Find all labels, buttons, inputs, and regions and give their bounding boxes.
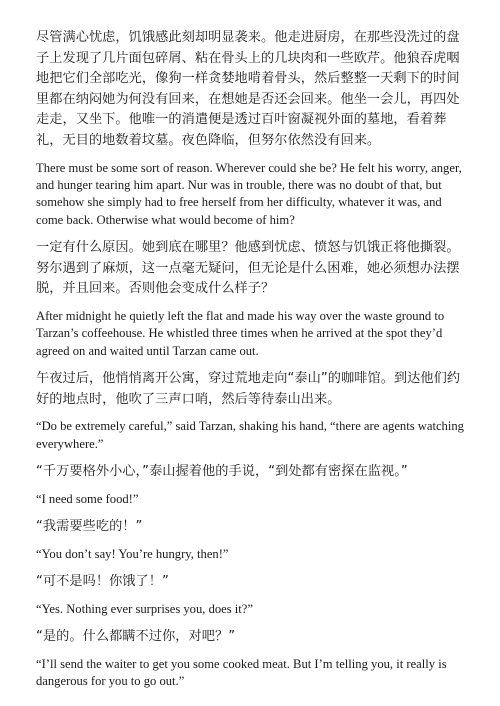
document-page: [36, 28, 472, 700]
paragraph-en-7: “I’ll send the waiter to get you some cooked meat. But I’m telling you, it really is dangerous for you to go out.”: [36, 656, 447, 689]
paragraph-zh-5: “我需要些吃的！”: [36, 519, 143, 535]
paragraph-zh-6: “可不是吗！你饿了！”: [36, 574, 169, 590]
paragraph-zh-1: 尽管满心忧虑，饥饿感此刻却明显袭来。他走进厨房，在那些没洗过的盘子上发现了几片面包碎屑、粘在骨头上的几块肉和一些欧芹。他狼吞虎咽地把它们全部吃光，像狗一样贪婪地啃着骨头，然后整整一天剩下的时间里都在纳闷她为何没有回来，在想她是否还会回来。他坐一会儿，再四处走走，又坐下。他唯一的消遣便是透过百叶窗凝视外面的墓地，看着葬礼，无目的地数着坟墓。夜色降临，但努尔依然没有回来。: [36, 30, 460, 148]
paragraph-en-2: After midnight he quietly left the flat and made his way over the waste ground to Tarzan’s coffeehouse. He whistled three times when he arrived at the spot they’d agreed on and waited until Tarzan came out.: [36, 308, 445, 358]
paragraph-zh-7: “是的。什么都瞒不过你，对吧？”: [36, 629, 236, 645]
paragraph-en-3: “Do be extremely careful,” said Tarzan, shaking his hand, “there are agents watching everywhere.”: [36, 419, 464, 451]
paragraph-zh-3: 午夜过后，他悄悄离开公寓，穿过荒地走向“泰山”的咖啡馆。到达他们约好的地点时，他吹了三声口哨，然后等待泰山出来。: [36, 371, 461, 407]
paragraph-zh-2: 一定有什么原因。她到底在哪里？他感到忧虑、愤怒与饥饿正将他撕裂。努尔遇到了麻烦，这一点毫无疑问，但无论是什么困难，她必须想办法摆脱，并且回来。否则他会变成什么样子？: [36, 240, 460, 297]
paragraph-en-1: There must be some sort of reason. Wherever could she be? He felt his worry, anger, and hunger tearing him apart. Nur was in trouble, there was no doubt of that, but somehow she simply had to free herself from her difficulty, whatever it was, and come back. Otherwise what would become of him?: [36, 160, 462, 227]
paragraph-en-5: “You don’t say! You’re hungry, then!”: [36, 546, 229, 561]
paragraph-zh-4: “千万要格外小心，”泰山握着他的手说，“到处都有密探在监视。”: [36, 464, 408, 480]
paragraph-en-6: “Yes. Nothing ever surprises you, does it?”: [36, 601, 253, 616]
paragraph-en-4: “I need some food!”: [36, 491, 139, 506]
